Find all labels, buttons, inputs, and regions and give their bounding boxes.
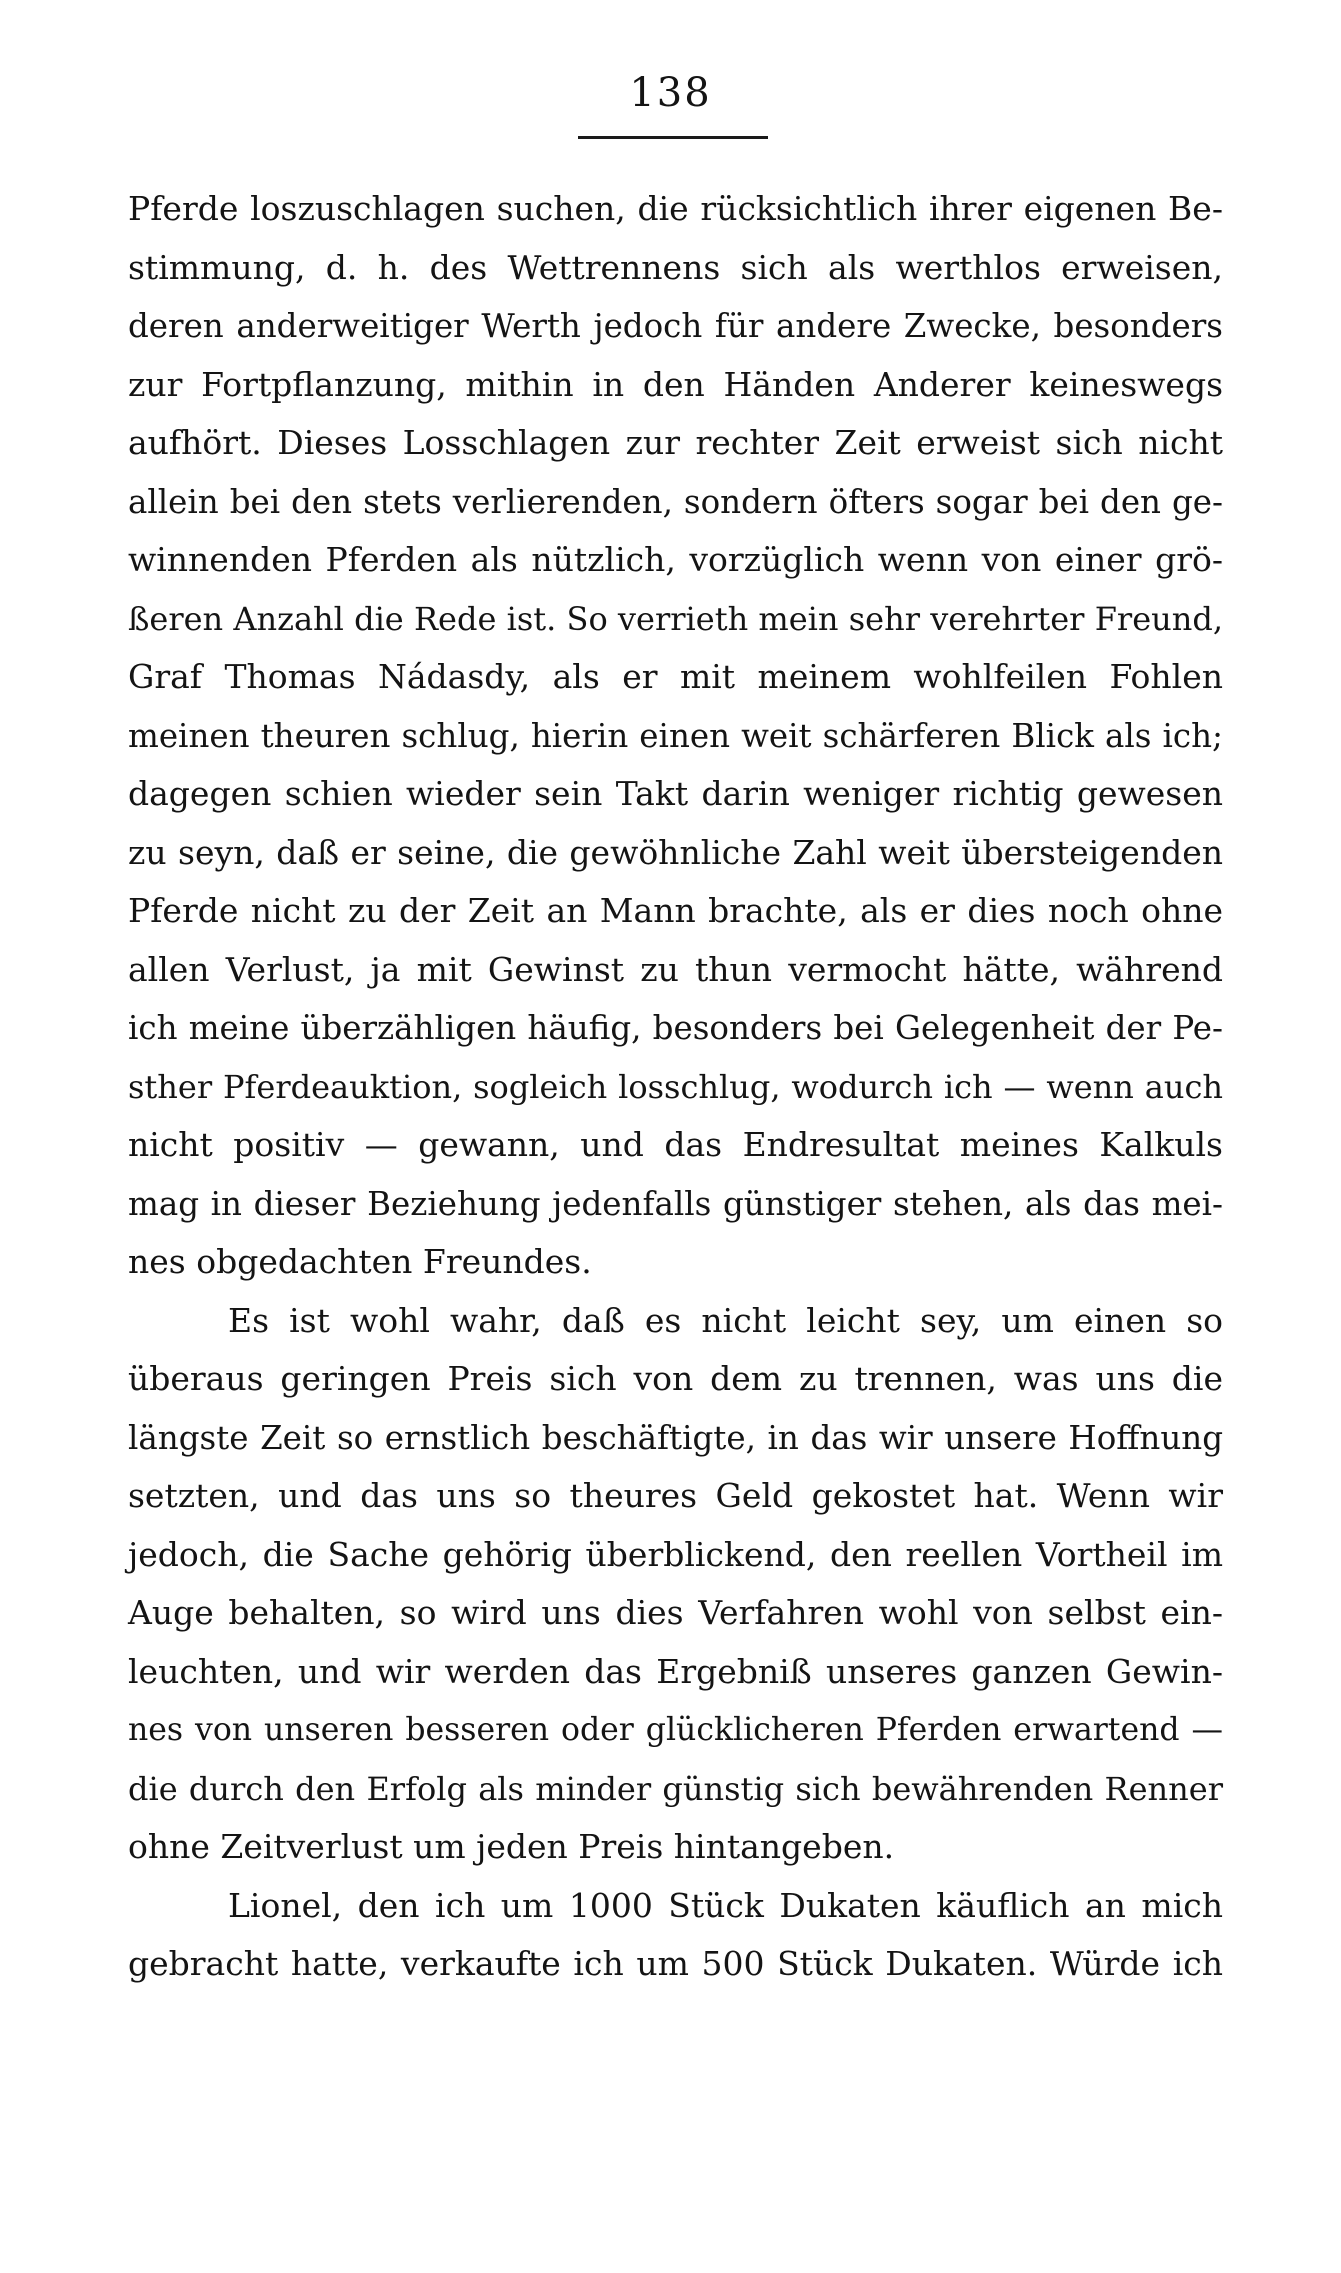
text-line: Auge behalten, so wird uns dies Verfahren wohl von selbst ein-: [128, 1593, 1223, 1632]
text-line: ich meine überzähligen häufig, besonders bei Gelegenheit der Pe-: [128, 1009, 1223, 1047]
text-line: allen Verlust, ja mit Gewinst zu thun vermocht hätte, während: [128, 949, 1223, 989]
text-line: aufhört. Dieses Losschlagen zur rechter Zeit erweist sich nicht: [128, 423, 1223, 462]
text-line: meinen theuren schlug, hierin einen weit schärferen Blick als ich;: [128, 716, 1223, 755]
text-line: sther Pferdeauktion, sogleich losschlug, wodurch ich — wenn auch: [128, 1067, 1223, 1106]
text-line: nes von unseren besseren oder glücklicheren Pferden erwartend —: [128, 1712, 1223, 1748]
text-line: Graf Thomas Nádasdy, als er mit meinem wohlfeilen Fohlen: [128, 657, 1223, 696]
text-line: Pferde loszuschlagen suchen, die rücksichtlich ihrer eigenen Be-: [128, 189, 1223, 228]
text-line: gebracht hatte, verkaufte ich um 500 Stück Dukaten. Würde ich: [128, 1944, 1223, 1983]
page-number-rule: [578, 136, 768, 139]
text-line: die durch den Erfolg als minder günstig sich bewährenden Renner: [128, 1769, 1223, 1808]
page-number: 138: [629, 70, 712, 116]
text-line: leuchten, und wir werden das Ergebniß unseres ganzen Gewin-: [128, 1651, 1223, 1691]
body-text: [128, 180, 1223, 1994]
text-line: stimmung, d. h. des Wettrennens sich als werthlos erweisen,: [128, 247, 1223, 287]
paragraph-end-line: nes obgedachten Freundes.: [128, 1242, 592, 1281]
text-line: setzten, und das uns so theures Geld gekostet hat. Wenn wir: [128, 1476, 1223, 1515]
text-line: längste Zeit so ernstlich beschäftigte, in das wir unsere Hoffnung: [128, 1418, 1223, 1457]
text-line: dagegen schien wieder sein Takt darin weniger richtig gewesen: [128, 774, 1223, 813]
paragraph-start-line: Lionel, den ich um 1000 Stück Dukaten käuflich an mich: [228, 1885, 1223, 1925]
text-line: nicht positiv — gewann, und das Endresultat meines Kalkuls: [128, 1125, 1223, 1164]
text-line: zur Fortpflanzung, mithin in den Händen Anderer keineswegs: [128, 364, 1223, 404]
text-line: allein bei den stets verlierenden, sondern öfters sogar bei den ge-: [128, 482, 1223, 521]
text-line: überaus geringen Preis sich von dem zu trennen, was uns die: [128, 1359, 1223, 1398]
text-line: Pferde nicht zu der Zeit an Mann brachte, als er dies noch ohne: [128, 891, 1223, 930]
text-line: zu seyn, daß er seine, die gewöhnliche Zahl weit übersteigenden: [128, 832, 1223, 872]
text-line: mag in dieser Beziehung jedenfalls günstiger stehen, als das mei-: [128, 1184, 1223, 1223]
text-line: ßeren Anzahl die Rede ist. So verrieth mein sehr verehrter Freund,: [128, 599, 1223, 638]
paragraph-start-line: Es ist wohl wahr, daß es nicht leicht sey, um einen so: [228, 1300, 1223, 1340]
text-line: jedoch, die Sache gehörig überblickend, den reellen Vortheil im: [128, 1534, 1223, 1574]
text-line: deren anderweitiger Werth jedoch für andere Zwecke, besonders: [128, 307, 1223, 345]
paragraph-end-line: ohne Zeitverlust um jeden Preis hintangeben.: [128, 1827, 895, 1866]
text-line: winnenden Pferden als nützlich, vorzüglich wenn von einer grö-: [128, 540, 1223, 579]
